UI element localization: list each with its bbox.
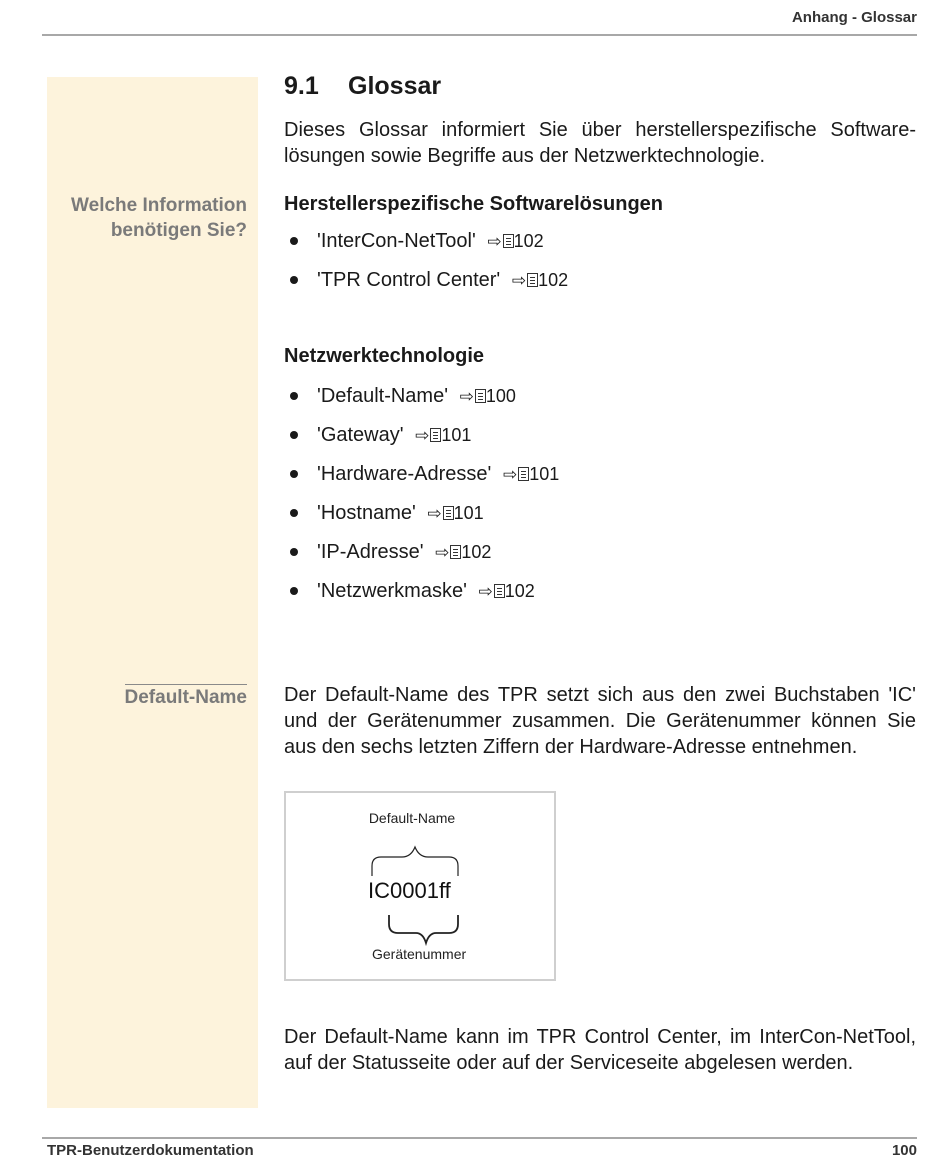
page-icon bbox=[503, 234, 514, 248]
page-icon bbox=[527, 273, 538, 287]
subsection-heading-network: Netzwerktechnologie bbox=[284, 345, 485, 367]
page-ref-number: 101 bbox=[441, 425, 472, 445]
list-item-label: 'IP-Adresse' bbox=[317, 541, 424, 563]
list-item-label: 'Gateway' bbox=[317, 424, 404, 446]
arrow-right-icon: ⇨ bbox=[478, 582, 493, 601]
page-reference[interactable] bbox=[429, 542, 491, 562]
page-ref-number: 102 bbox=[513, 231, 544, 251]
list-item-label: 'TPR Control Center' bbox=[317, 269, 501, 291]
page-icon bbox=[443, 506, 454, 520]
list-item-label: 'InterCon-NetTool' bbox=[317, 230, 476, 252]
page-ref-number: 100 bbox=[485, 386, 516, 406]
bullet-icon bbox=[290, 392, 298, 400]
bullet-icon bbox=[290, 470, 298, 478]
software-list bbox=[284, 228, 568, 306]
page-ref-number: 101 bbox=[529, 464, 560, 484]
bullet-icon bbox=[290, 548, 298, 556]
list-item-label: 'Netzwerkmaske' bbox=[317, 580, 467, 602]
list-item-label: 'Default-Name' bbox=[317, 385, 449, 407]
list-item bbox=[284, 422, 559, 461]
list-item bbox=[284, 539, 559, 578]
arrow-right-icon: ⇨ bbox=[415, 426, 430, 445]
list-item bbox=[284, 228, 568, 267]
list-item bbox=[284, 578, 559, 617]
page-ref-number: 102 bbox=[538, 270, 569, 290]
page-reference[interactable] bbox=[472, 581, 534, 601]
figure-bottom-label: Gerätenummer bbox=[372, 946, 467, 962]
list-item-label: 'Hostname' bbox=[317, 502, 416, 524]
arrow-right-icon: ⇨ bbox=[459, 387, 474, 406]
arrow-right-icon: ⇨ bbox=[487, 232, 502, 251]
section-number: 9.1 bbox=[284, 72, 319, 100]
sidebar-label-information: Welche Information benötigen Sie? bbox=[71, 195, 247, 241]
intro-paragraph: Dieses Glossar informiert Sie über herstellerspezifische Software-lösungen sowie Begriffe aus der Netzwerktechnologie. bbox=[284, 119, 916, 167]
page-ref-number: 102 bbox=[504, 581, 535, 601]
footer-rule bbox=[42, 1137, 917, 1139]
top-brace-icon bbox=[372, 847, 458, 876]
arrow-right-icon: ⇨ bbox=[502, 465, 518, 484]
page-reference[interactable] bbox=[409, 425, 471, 445]
page-icon bbox=[475, 389, 486, 403]
section-heading bbox=[284, 72, 441, 101]
page-icon bbox=[450, 545, 461, 559]
bullet-icon bbox=[290, 431, 298, 439]
list-item bbox=[284, 267, 568, 306]
network-list bbox=[284, 383, 559, 617]
arrow-right-icon: ⇨ bbox=[435, 543, 450, 562]
list-item bbox=[284, 461, 559, 500]
page-reference[interactable] bbox=[421, 503, 483, 523]
bullet-icon bbox=[290, 587, 298, 595]
bullet-icon bbox=[290, 237, 298, 245]
figure-top-label: Default-Name bbox=[368, 810, 456, 826]
bottom-brace-icon bbox=[389, 915, 458, 943]
page-icon bbox=[494, 584, 505, 598]
page-reference[interactable] bbox=[506, 270, 568, 290]
default-name-figure bbox=[284, 791, 556, 981]
section-title: Glossar bbox=[348, 72, 442, 100]
page-reference[interactable] bbox=[454, 386, 516, 406]
subsection-heading-software: Herstellerspezifische Softwarelösungen bbox=[284, 193, 664, 215]
footer-doc-title: TPR-Benutzerdokumentation bbox=[47, 1142, 254, 1159]
arrow-right-icon: ⇨ bbox=[511, 271, 527, 290]
page-ref-number: 101 bbox=[453, 503, 484, 523]
arrow-right-icon: ⇨ bbox=[427, 504, 442, 523]
page-icon bbox=[430, 428, 441, 442]
default-name-paragraph-2: Der Default-Name kann im TPR Control Center, im InterCon-NetTool, auf der Statusseite oder auf der Serviceseite abgelesen werden. bbox=[284, 1026, 916, 1074]
sidebar-label-default-name: Default-Name bbox=[125, 684, 247, 710]
list-item bbox=[284, 383, 559, 422]
page-ref-number: 102 bbox=[461, 542, 492, 562]
page-reference[interactable] bbox=[497, 464, 559, 484]
figure-code: IC0001ff bbox=[368, 878, 451, 903]
page-reference[interactable] bbox=[481, 231, 543, 251]
header-rule bbox=[42, 34, 917, 36]
default-name-paragraph: Der Default-Name des TPR setzt sich aus den zwei Buchstaben 'IC' und der Gerätenummer zusammen. Die Gerätenummer können Sie aus den sechs letzten Ziffern der Hardware-Adresse entnehmen. bbox=[284, 684, 916, 758]
bullet-icon bbox=[290, 509, 298, 517]
running-header: Anhang - Glossar bbox=[791, 9, 917, 26]
bullet-icon bbox=[290, 276, 298, 284]
list-item bbox=[284, 500, 559, 539]
list-item-label: 'Hardware-Adresse' bbox=[317, 463, 492, 485]
page-icon bbox=[518, 467, 529, 481]
footer-page-number: 100 bbox=[891, 1142, 917, 1159]
